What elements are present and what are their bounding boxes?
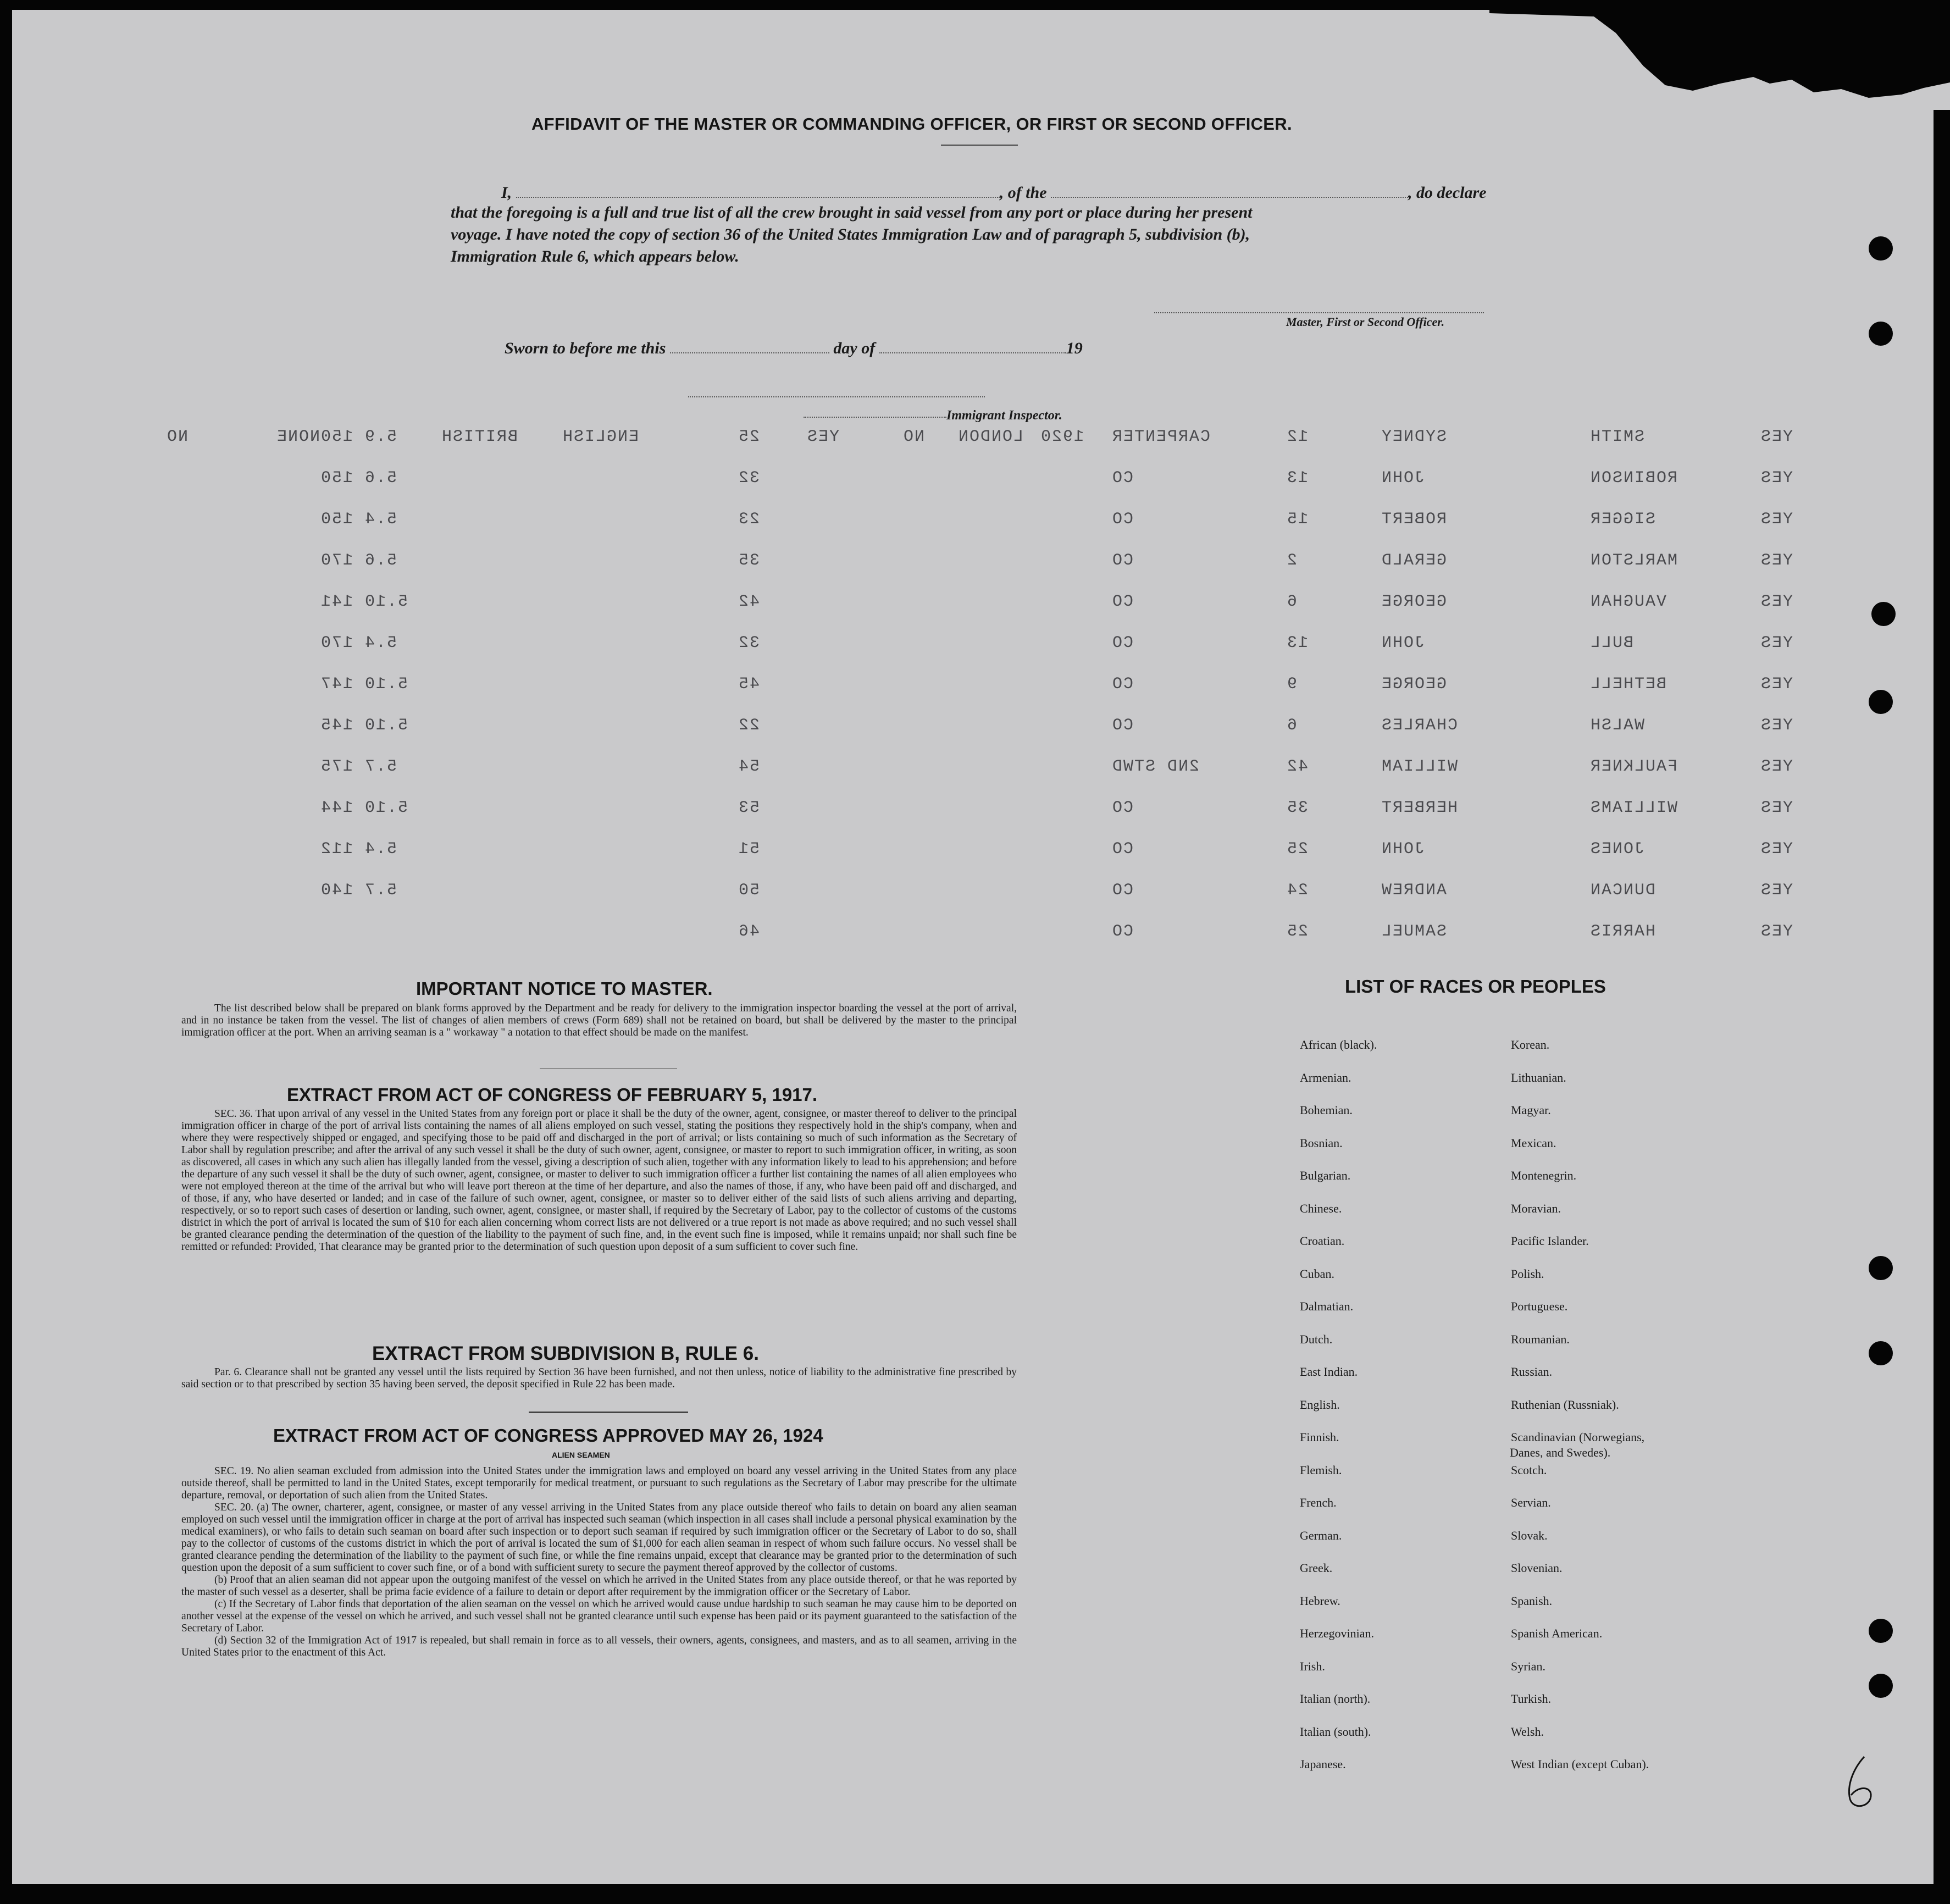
ghost-entry: WALSH	[1589, 716, 1645, 735]
extract-1924-body	[181, 1465, 1017, 1659]
ghost-entry: 5.10	[364, 593, 408, 611]
ghost-entry: CO	[1111, 510, 1134, 529]
ghost-entry: 50	[738, 881, 760, 900]
ghost-entry: WILLIAM	[1381, 757, 1458, 776]
race-scandinavian-continued: Danes, and Swedes).	[1510, 1446, 1611, 1459]
ghost-entry: 140	[320, 881, 353, 900]
handwritten-page-number	[1842, 1752, 1881, 1813]
notice-body: The list described below shall be prepared on blank forms approved by the Department and be ready for delivery to the immigration inspector boarding the vessel at the port of arrival, and in no instance be taken from the vessel. The list of changes of alien members of crews (Form 689) shall not be retained on board, but shall be delivered by the master to the principal immigration officer at the port. When an arriving seaman is a " workaway " a notation to that effect should be made on the manifest.	[181, 1003, 1017, 1038]
declarant-name-field[interactable]	[516, 181, 1000, 198]
ghost-entry: CO	[1111, 593, 1134, 611]
manifest-back-page	[12, 10, 1934, 1884]
ghost-entry: WILLIAMS	[1589, 799, 1678, 817]
ghost-entry: 112	[320, 840, 353, 859]
race-item: Greek.	[1300, 1561, 1333, 1575]
binding-hole	[1869, 690, 1893, 714]
race-item: Spanish.	[1511, 1593, 1553, 1608]
race-item: West Indian (except Cuban).	[1511, 1757, 1649, 1771]
race-item: Scotch.	[1511, 1463, 1547, 1477]
extract-1917-body: SEC. 36. That upon arrival of any vessel in the United States from any foreign port or place it shall be the duty of the owner, agent, consignee, or master thereof to deliver to the principal immigration officer in charge of the port of arrival lists containing the names of all aliens employed on such vessel, stating the positions they respectively hold in the ship's company, when and where they were respectively shipped or engaged, and specifying those to be paid off and discharged in the port of arrival; or lists containing so much of such information as the Secretary of Labor shall by regulation prescribe; and after the arrival of any such vessel it shall be the duty of such owner, agent, consignee, or master to report to such immigration officer, in writing, as soon as discovered, all cases in which any such alien has illegally landed from the vessel, giving a description of such alien, together with any information likely to lead to his apprehension; and before the departure of any such vessel it shall be the duty of such owner, agent, consignee, or master to deliver to such immigration officer a further list containing the names of all alien employees who were not employed thereon at the time of the arrival but who will leave port thereon at the time of her departure, and also the names of those, if any, who have been paid off and discharged, and of those, if any, who have deserted or landed; and in case of the failure of such owner, agent, consignee, or master so to deliver either of the said lists of such aliens arriving and departing, respectively, or so to report such cases of desertion or landing, such owner, agent, consignee, or master shall, if required by the Secretary of Labor, pay to the collector of customs of the customs district in which the port of arrival is located the sum of $10 for each alien concerning whom correct lists are not delivered or a true report is not made as above required; and no such vessel shall be granted clearance pending the determination of the question of the liability to the payment of such fine, and, in the event such fine is imposed, while it remains unpaid; nor shall such fine be remitted or refunded: Provided, That clearance may be granted prior to the determination of such question upon deposit of a sum sufficient to cover such fine.	[181, 1108, 1017, 1253]
day-of-label: day of	[833, 339, 876, 357]
race-item: Ruthenian (Russniak).	[1511, 1397, 1619, 1412]
ghost-entry: 1920	[1040, 428, 1084, 446]
section-19: SEC. 19. No alien seaman excluded from admission into the United States under the immigration laws and employed on board any vessel arriving in the United States from any place outside thereof, shall be permitted to land in the United States, except temporarily for medical treatment, or pursuant to such regulations as the Secretary of Labor may prescribe for the ultimate departure, removal, or deportation of such alien from the United States.	[181, 1465, 1017, 1501]
race-item: Lithuanian.	[1511, 1070, 1566, 1084]
ghost-entry: BETHELL	[1589, 675, 1667, 694]
ghost-entry: YES	[1760, 428, 1793, 446]
race-item: Welsh.	[1511, 1724, 1544, 1739]
ghost-entry: 141	[320, 593, 353, 611]
binding-hole	[1869, 1256, 1893, 1280]
race-item: English.	[1300, 1397, 1340, 1412]
ghost-entry: 150	[320, 469, 353, 488]
ghost-entry: YES	[1760, 757, 1793, 776]
extract-1924-subtitle: ALIEN SEAMEN	[552, 1451, 610, 1459]
race-item: Slovenian.	[1511, 1561, 1563, 1575]
extract-1917-title: EXTRACT FROM ACT OF CONGRESS OF FEBRUARY 5, 1917.	[287, 1084, 818, 1105]
race-item: Montenegrin.	[1511, 1169, 1577, 1182]
race-item: Bulgarian.	[1300, 1169, 1351, 1182]
ghost-entry: 5.9	[364, 428, 397, 446]
ghost-entry: YES	[1760, 881, 1793, 900]
ghost-entry: ENGLISH	[562, 428, 639, 446]
ghost-entry: YES	[1760, 922, 1793, 941]
race-item: Portuguese.	[1511, 1299, 1568, 1313]
signature-caption: Master, First or Second Officer.	[1286, 315, 1445, 329]
ghost-entry: HERBERT	[1381, 799, 1458, 817]
ghost-entry: CARPENTER	[1111, 428, 1211, 446]
ghost-entry: JOHN	[1381, 634, 1425, 652]
ghost-entry: 45	[738, 675, 760, 694]
race-item: Polish.	[1511, 1266, 1544, 1281]
races-title: LIST OF RACES OR PEOPLES	[1345, 976, 1606, 997]
ghost-entry: CO	[1111, 881, 1134, 900]
race-item: Croatian.	[1300, 1234, 1345, 1248]
master-signature-field[interactable]	[1154, 297, 1484, 313]
ghost-entry: 2ND STWD	[1111, 757, 1200, 776]
vessel-label: , of the	[999, 184, 1047, 202]
ghost-entry: 5.7	[364, 757, 397, 776]
ghost-entry: BRITISH	[441, 428, 518, 446]
ghost-entry: 25	[1286, 840, 1309, 859]
ghost-entry: YES	[806, 428, 840, 446]
race-item: Hebrew.	[1300, 1593, 1340, 1608]
race-item: Roumanian.	[1511, 1332, 1570, 1346]
ghost-entry: VAUGHAN	[1589, 593, 1667, 611]
ghost-entry: 5.4	[364, 840, 397, 859]
ghost-entry: SAMUEL	[1381, 922, 1447, 941]
ghost-entry: 22	[738, 716, 760, 735]
race-item: Chinese.	[1300, 1201, 1342, 1215]
ghost-entry: JONES	[1589, 840, 1645, 859]
sworn-day-field[interactable]	[670, 337, 829, 353]
rule6-rule	[529, 1412, 688, 1413]
ghost-entry: NONE	[276, 428, 320, 446]
binding-hole	[1869, 236, 1893, 261]
ghost-entry: 32	[738, 469, 760, 488]
race-item: Russian.	[1511, 1365, 1553, 1379]
inspector-caption: Immigrant Inspector.	[946, 408, 1062, 423]
ghost-entry: 6	[1286, 593, 1298, 611]
notice-title: IMPORTANT NOTICE TO MASTER.	[416, 978, 713, 999]
binding-hole	[1869, 1619, 1893, 1643]
ghost-entry: 35	[738, 551, 760, 570]
ghost-entry: CO	[1111, 799, 1134, 817]
ghost-entry: ROBERT	[1381, 510, 1447, 529]
ghost-entry: 25	[738, 428, 760, 446]
ghost-entry: 5.10	[364, 716, 408, 735]
ghost-entry: CO	[1111, 922, 1134, 941]
ghost-entry: DUNCAN	[1589, 881, 1656, 900]
declarant-label: I,	[501, 184, 512, 202]
extract-rule6-title: EXTRACT FROM SUBDIVISION B, RULE 6.	[372, 1343, 759, 1364]
torn-corner	[1484, 0, 1950, 110]
ghost-entry: FAULKNER	[1589, 757, 1678, 776]
extract-rule6-body: Par. 6. Clearance shall not be granted any vessel until the lists required by Section 36 have been furnished, and not then unless, notice of liability to the administrative fine prescribed by said section or to that prescribed by section 35 having been served, the deposit specified in Rule 22 has been made.	[181, 1366, 1017, 1390]
ghost-entry: 144	[320, 799, 353, 817]
ghost-entry: 54	[738, 757, 760, 776]
affidavit-line-1	[501, 181, 1486, 202]
ghost-entry: GEORGE	[1381, 593, 1447, 611]
ghost-entry: 23	[738, 510, 760, 529]
binding-hole	[1869, 322, 1893, 346]
ghost-entry: 32	[738, 634, 760, 652]
ghost-entry: YES	[1760, 840, 1793, 859]
race-item: Moravian.	[1511, 1201, 1561, 1215]
race-item: Dalmatian.	[1300, 1299, 1354, 1313]
race-item: Magyar.	[1511, 1103, 1551, 1117]
ghost-entry: CO	[1111, 469, 1134, 488]
race-item: East Indian.	[1300, 1365, 1358, 1379]
ghost-entry: 5.6	[364, 551, 397, 570]
ghost-entry: CO	[1111, 675, 1134, 694]
ghost-entry: HARRIS	[1589, 922, 1656, 941]
ghost-entry: 15	[1286, 510, 1309, 529]
race-item: French.	[1300, 1496, 1337, 1509]
ghost-entry: 25	[1286, 922, 1309, 941]
ghost-entry: ROBINSON	[1589, 469, 1678, 488]
ghost-entry: BULL	[1589, 634, 1634, 652]
ghost-entry: YES	[1760, 551, 1793, 570]
ghost-entry: GEORGE	[1381, 675, 1447, 694]
race-item: Mexican.	[1511, 1136, 1556, 1150]
ghost-entry: SIGGER	[1589, 510, 1656, 529]
sworn-line	[505, 337, 1083, 358]
ghost-entry: GERALD	[1381, 551, 1447, 570]
ghost-entry: MARLSTON	[1589, 551, 1678, 570]
race-item: Bohemian.	[1300, 1103, 1353, 1117]
ghost-entry: 35	[1286, 799, 1309, 817]
ghost-entry: 51	[738, 840, 760, 859]
ghost-entry: NO	[902, 428, 925, 446]
vessel-name-field[interactable]	[1051, 181, 1408, 198]
race-item: Slovak.	[1511, 1528, 1548, 1542]
ghost-entry: 5.4	[364, 634, 397, 652]
race-item: Dutch.	[1300, 1332, 1333, 1346]
race-item: Armenian.	[1300, 1070, 1351, 1084]
race-item: Italian (north).	[1300, 1692, 1371, 1706]
race-item: Cuban.	[1300, 1266, 1334, 1281]
ghost-entry: 147	[320, 675, 353, 694]
race-item: Spanish American.	[1511, 1626, 1603, 1640]
race-item: Korean.	[1511, 1038, 1550, 1051]
ghost-entry: 5.10	[364, 675, 408, 694]
section-20c: (c) If the Secretary of Labor finds that deportation of the alien seaman on the vessel on which he arrived would cause undue hardship to such seaman he may cause him to be deported on another vessel at the expense of the vessel on which he arrived, and such vessel shall not be granted clearance until such expense has been paid or its payment guaranteed to the satisfaction of the Secretary of Labor.	[181, 1598, 1017, 1634]
ghost-entry: 170	[320, 634, 353, 652]
ghost-entry: 42	[738, 593, 760, 611]
ghost-entry: CO	[1111, 634, 1134, 652]
race-item: Herzegovinian.	[1300, 1626, 1374, 1640]
section-20b: (b) Proof that an alien seaman did not appear upon the outgoing manifest of the vessel on which he arrived in the United States from any place outside thereof, or that he was reported by the master of such vessel as a deserter, shall be prima facie evidence of a failure to detain or deport after requirement by the immigration officer or the Secretary of Labor.	[181, 1574, 1017, 1598]
ghost-entry: 13	[1286, 469, 1309, 488]
ghost-entry: 145	[320, 716, 353, 735]
ghost-entry: 53	[738, 799, 760, 817]
ghost-entry: 5.4	[364, 510, 397, 529]
ghost-entry: SYDNEY	[1381, 428, 1447, 446]
affidavit-line-3: voyage. I have noted the copy of section 36 of the United States Immigration Law and of paragraph 5, subdivision (b),	[451, 225, 1250, 243]
ghost-entry: 42	[1286, 757, 1309, 776]
ghost-entry: 46	[738, 922, 760, 941]
ghost-entry: YES	[1760, 510, 1793, 529]
ghost-entry: 24	[1286, 881, 1309, 900]
ghost-entry: CO	[1111, 840, 1134, 859]
binding-hole	[1871, 602, 1896, 626]
ghost-entry: 9	[1286, 675, 1298, 694]
sworn-month-field[interactable]	[879, 337, 1066, 353]
declare-label: , do declare	[1408, 184, 1487, 202]
ghost-entry: CO	[1111, 551, 1134, 570]
race-item: Bosnian.	[1300, 1136, 1343, 1150]
ghost-entry: SMITH	[1589, 428, 1645, 446]
race-item: African (black).	[1300, 1038, 1377, 1051]
ghost-entry: 6	[1286, 716, 1298, 735]
ghost-entry: 5.10	[364, 799, 408, 817]
ghost-entry: 12	[1286, 428, 1309, 446]
ghost-entry: NO	[166, 428, 189, 446]
race-item: Finnish.	[1300, 1430, 1339, 1444]
race-item: Turkish.	[1511, 1692, 1552, 1706]
race-item: German.	[1300, 1528, 1342, 1542]
race-item: Italian (south).	[1300, 1724, 1371, 1739]
ghost-entry: CHARLES	[1381, 716, 1458, 735]
affidavit-line-2: that the foregoing is a full and true list of all the crew brought in said vessel from any port or place during her present	[451, 203, 1253, 222]
title-rule	[941, 145, 1018, 146]
ghost-entry: YES	[1760, 593, 1793, 611]
ghost-entry: 5.6	[364, 469, 397, 488]
inspector-signature-field[interactable]	[688, 381, 985, 397]
affidavit-line-4: Immigration Rule 6, which appears below.	[451, 247, 739, 265]
race-item: Flemish.	[1300, 1463, 1342, 1477]
race-item: Pacific Islander.	[1511, 1234, 1589, 1248]
race-item: Servian.	[1511, 1496, 1551, 1509]
ghost-entry: LONDON	[957, 428, 1024, 446]
race-item: Scandinavian (Norwegians,	[1511, 1430, 1645, 1444]
ghost-entry: JOHN	[1381, 840, 1425, 859]
race-item: Irish.	[1300, 1659, 1325, 1673]
inspector-dotted-rule	[804, 417, 946, 418]
ghost-entry: ANDREW	[1381, 881, 1447, 900]
ghost-entry: YES	[1760, 799, 1793, 817]
binding-hole	[1869, 1674, 1893, 1698]
ghost-entry: 150	[320, 428, 353, 446]
year-label: 19	[1066, 339, 1083, 357]
affidavit-title: AFFIDAVIT OF THE MASTER OR COMMANDING OFFICER, OR FIRST OR SECOND OFFICER.	[531, 114, 1292, 134]
race-item: Syrian.	[1511, 1659, 1545, 1673]
race-item: Japanese.	[1300, 1757, 1346, 1771]
section-20a: SEC. 20. (a) The owner, charterer, agent, consignee, or master of any vessel arriving in the United States from any place outside thereof who fails to detain on board any alien seaman employed on such vessel until the immigration officer in charge at the port of arrival has inspected such seaman (which inspection in all cases shall include a personal physical examination by the medical examiners), or who fails to detain such seaman on board after such inspection or to deport such seaman if required by such immigration officer or the Secretary of Labor to do so, shall pay to the collector of customs of the customs district in which the port of arrival is located the sum of $1,000 for each alien seaman in respect of whom such failure occurs. No vessel shall be granted clearance pending the determination of the liability to the payment of such fine, or while the fine remains unpaid, except that clearance may be granted prior to the determination of such question upon the deposit of a sum sufficient to cover such fine, or of a bond with sufficient surety to secure the payment thereof approved by the collector of customs.	[181, 1502, 1017, 1574]
ghost-entry: 175	[320, 757, 353, 776]
ghost-entry: 150	[320, 510, 353, 529]
section-20d: (d) Section 32 of the Immigration Act of 1917 is repealed, but shall remain in force as to all vessels, their owners, agents, consignees, and masters, and as to all seamen, arriving in the United States prior to the enactment of this Act.	[181, 1635, 1017, 1658]
ghost-entry: 13	[1286, 634, 1309, 652]
ghost-entry: JOHN	[1381, 469, 1425, 488]
sworn-label: Sworn to before me this	[505, 339, 666, 357]
ghost-entry: YES	[1760, 469, 1793, 488]
ghost-entry: 170	[320, 551, 353, 570]
ghost-entry: YES	[1760, 675, 1793, 694]
ghost-entry: YES	[1760, 634, 1793, 652]
ghost-entry: YES	[1760, 716, 1793, 735]
ghost-entry: CO	[1111, 716, 1134, 735]
binding-hole	[1869, 1341, 1893, 1365]
ghost-entry: 2	[1286, 551, 1298, 570]
ghost-entry: 5.7	[364, 881, 397, 900]
extract-1924-title: EXTRACT FROM ACT OF CONGRESS APPROVED MAY 26, 1924	[273, 1425, 823, 1446]
